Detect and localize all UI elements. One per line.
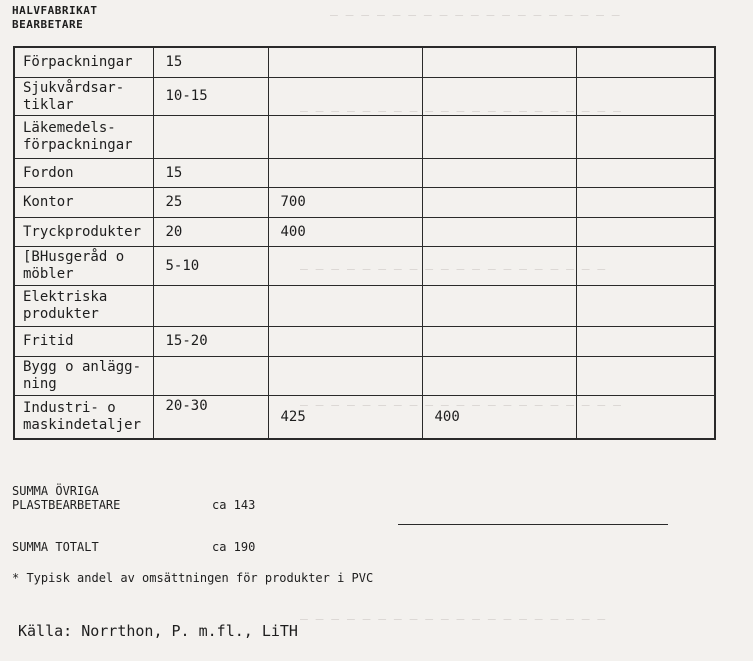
row-label-line: maskindetaljer bbox=[23, 417, 142, 434]
bleed-through-text: — — — — — — — — — — — — — — — — — — — — bbox=[300, 262, 606, 277]
bleed-through-text: — — — — — — — — — — — — — — — — — — — — — bbox=[300, 398, 621, 413]
table-row bbox=[14, 356, 715, 395]
table-row bbox=[14, 77, 715, 115]
row-label-line: Industri- o bbox=[23, 400, 116, 417]
cell-c3 bbox=[422, 356, 576, 395]
row-label-line: Bygg o anlägg- bbox=[23, 359, 142, 375]
table-row bbox=[14, 158, 715, 187]
cell-c3 bbox=[422, 187, 576, 217]
summary-ovriga-label-2: PLASTBEARBETARE bbox=[12, 498, 121, 512]
cell-c4 bbox=[576, 246, 715, 285]
divider-line bbox=[398, 524, 668, 525]
cell-c3 bbox=[422, 115, 576, 158]
row-label-line: Sjukvårdsar- bbox=[23, 79, 125, 96]
source-citation: Källa: Norrthon, P. m.fl., LiTH bbox=[18, 622, 298, 640]
row-label-line: Fordon bbox=[23, 164, 74, 181]
cell-c4 bbox=[576, 187, 715, 217]
table-row bbox=[14, 246, 715, 285]
cell-c3 bbox=[422, 285, 576, 326]
table-row bbox=[14, 395, 715, 439]
cell-c4 bbox=[576, 356, 715, 395]
summary-ovriga-label-1: SUMMA ÖVRIGA bbox=[12, 484, 99, 498]
cell-c4 bbox=[576, 285, 715, 326]
cell-c4 bbox=[576, 217, 715, 246]
cell-c2 bbox=[268, 326, 422, 356]
row-label-line: ning bbox=[23, 376, 57, 392]
header-line-1: HALVFABRIKAT bbox=[12, 4, 98, 17]
footnote: * Typisk andel av omsättningen för produkter i PVC bbox=[12, 571, 374, 585]
data-table bbox=[13, 46, 716, 440]
row-label bbox=[14, 47, 153, 77]
row-label-line: Läkemedels- bbox=[23, 120, 116, 136]
cell-c1 bbox=[153, 285, 268, 326]
cell-c4 bbox=[576, 77, 715, 115]
cell-c1: 25 bbox=[153, 187, 268, 217]
bleed-through-text: — — — — — — — — — — — — — — — — — — — — bbox=[300, 612, 606, 627]
summary-ovriga bbox=[12, 484, 255, 512]
cell-c3 bbox=[422, 217, 576, 246]
cell-c3: 400 bbox=[422, 395, 576, 439]
row-label bbox=[14, 285, 153, 326]
cell-c2: 700 bbox=[268, 187, 422, 217]
cell-c1: 15-20 bbox=[153, 326, 268, 356]
row-label-line: Kontor bbox=[23, 194, 74, 210]
cell-c2 bbox=[268, 158, 422, 187]
row-label bbox=[14, 187, 153, 217]
row-label-line: Tryckprodukter bbox=[23, 223, 142, 240]
row-label-line: förpackningar bbox=[23, 137, 133, 153]
cell-c2: 400 bbox=[268, 217, 422, 246]
row-label-line: tiklar bbox=[23, 96, 74, 113]
cell-c3 bbox=[422, 47, 576, 77]
summary-totalt-value: ca 190 bbox=[212, 540, 256, 554]
cell-c2 bbox=[268, 77, 422, 115]
cell-c4 bbox=[576, 115, 715, 158]
summary-totalt bbox=[12, 540, 255, 554]
cell-c3 bbox=[422, 326, 576, 356]
cell-c2 bbox=[268, 246, 422, 285]
row-label bbox=[14, 115, 153, 158]
row-label bbox=[14, 326, 153, 356]
header-line-2: BEARBETARE bbox=[12, 18, 84, 31]
table-row bbox=[14, 217, 715, 246]
row-label-line: möbler bbox=[23, 266, 74, 282]
cell-c4 bbox=[576, 47, 715, 77]
cell-c4 bbox=[576, 158, 715, 187]
bleed-through-text: — — — — — — — — — — — — — — — — — — — bbox=[330, 8, 620, 23]
cell-c1: 15 bbox=[153, 47, 268, 77]
row-label-line: Elektriska bbox=[23, 289, 108, 305]
cell-c1: 20-30 bbox=[153, 395, 268, 439]
cell-c1: 20 bbox=[153, 217, 268, 246]
row-label bbox=[14, 246, 153, 285]
table-row bbox=[14, 187, 715, 217]
row-label bbox=[14, 77, 153, 115]
row-label-line: [BHusgeråd o bbox=[23, 249, 125, 265]
table-row bbox=[14, 326, 715, 356]
cell-c1 bbox=[153, 356, 268, 395]
summary-totalt-label: SUMMA TOTALT bbox=[12, 540, 99, 554]
cell-c2: 425 bbox=[268, 395, 422, 439]
cell-c3 bbox=[422, 246, 576, 285]
row-label bbox=[14, 356, 153, 395]
cell-c1: 5-10 bbox=[153, 246, 268, 285]
cell-c4 bbox=[576, 326, 715, 356]
row-label-line: Fritid bbox=[23, 333, 74, 349]
bleed-through-text: — — — — — — — — — — — — — — — — — — — — — bbox=[300, 104, 621, 119]
table-row bbox=[14, 285, 715, 326]
cell-c4 bbox=[576, 395, 715, 439]
cell-c3 bbox=[422, 77, 576, 115]
summary-ovriga-value: ca 143 bbox=[212, 498, 256, 512]
row-label-line: Förpackningar bbox=[23, 54, 133, 71]
cell-c1: 10-15 bbox=[153, 77, 268, 115]
table-row bbox=[14, 115, 715, 158]
cell-c1: 15 bbox=[153, 158, 268, 187]
cell-c2 bbox=[268, 115, 422, 158]
table-header bbox=[12, 4, 97, 32]
row-label bbox=[14, 395, 153, 439]
cell-c1 bbox=[153, 115, 268, 158]
cell-c3 bbox=[422, 158, 576, 187]
row-label bbox=[14, 158, 153, 187]
row-label bbox=[14, 217, 153, 246]
cell-c2 bbox=[268, 356, 422, 395]
cell-c2 bbox=[268, 47, 422, 77]
cell-c2 bbox=[268, 285, 422, 326]
table-row bbox=[14, 47, 715, 77]
row-label-line: produkter bbox=[23, 306, 99, 322]
